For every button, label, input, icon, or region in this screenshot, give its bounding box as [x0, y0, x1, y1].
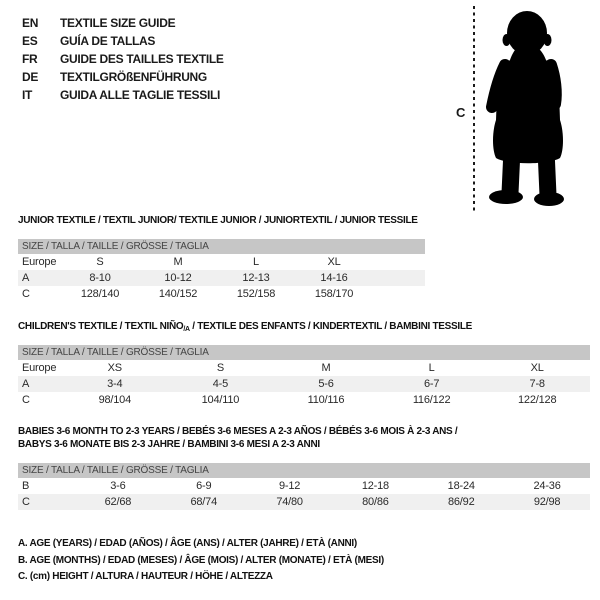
language-row-fr: [22, 50, 224, 68]
language-legend: [22, 14, 224, 104]
children-title-prefix: CHILDREN'S TEXTILE / TEXTIL NIÑO: [18, 321, 184, 332]
guide-title-de: TEXTILGRÖßENFÜHRUNG: [60, 70, 207, 84]
row-label: Europe: [22, 362, 57, 374]
height-cell: 68/74: [190, 496, 217, 508]
size-cell: XL: [530, 362, 544, 374]
guide-title-it: GUIDA ALLE TAGLIE TESSILI: [60, 88, 221, 102]
height-cell: 110/116: [307, 394, 345, 406]
children-title-suffix: / TEXTILE DES ENFANTS / KINDERTEXTIL / BAMBINI TESSILE: [189, 321, 473, 332]
row-label: Europe: [22, 256, 57, 268]
height-cell: 104/110: [201, 394, 240, 406]
height-measure-dotted-line: [473, 6, 475, 212]
language-row-de: [22, 68, 224, 86]
guide-title-es: GUÍA DE TALLAS: [60, 34, 156, 48]
language-code: IT: [22, 88, 33, 102]
height-cell: 128/140: [80, 288, 120, 300]
junior-size-table: [18, 239, 425, 302]
junior-table-title: JUNIOR TEXTILE / TEXTIL JUNIOR/ TEXTILE JUNIOR / JUNIORTEXTIL / JUNIOR TESSILE: [18, 215, 418, 226]
table-row-europe: [18, 360, 590, 376]
height-cell: 62/68: [104, 496, 132, 508]
table-row-age: [18, 270, 425, 286]
size-cell: S: [216, 362, 224, 374]
height-cell: 92/98: [533, 496, 561, 508]
table-row-age-months: [18, 478, 590, 494]
size-cell: L: [428, 362, 435, 374]
size-cell: M: [173, 256, 183, 268]
table-row-height: [18, 392, 590, 408]
height-cell: 98/104: [98, 394, 132, 406]
height-cell: 86/92: [447, 496, 475, 508]
row-label: A: [22, 378, 30, 390]
children-size-table: [18, 345, 590, 408]
height-cell: 158/170: [314, 288, 354, 300]
age-cell: 4-5: [212, 378, 229, 390]
note-height-cm: C. (cm) HEIGHT / ALTURA / HAUTEUR / HÖHE / ALTEZZA: [18, 571, 273, 582]
row-label: C: [22, 394, 30, 406]
age-cell: 3-4: [107, 378, 123, 390]
language-row-es: [22, 32, 224, 50]
age-cell: 6-7: [423, 378, 440, 390]
age-cell: 10-12: [164, 272, 192, 284]
language-row-it: [22, 86, 224, 104]
language-code: ES: [22, 34, 38, 48]
babies-table-title: [18, 425, 457, 451]
table-row-age: [18, 376, 590, 392]
table-row-europe: [18, 254, 425, 270]
table-row-height: [18, 286, 425, 302]
babies-size-table: [18, 463, 590, 510]
age-cell: 3-6: [110, 480, 126, 492]
language-code: DE: [22, 70, 39, 84]
size-cell: XL: [327, 256, 341, 268]
age-cell: 7-8: [529, 378, 545, 390]
age-cell: 24-36: [533, 480, 561, 492]
language-row-en: [22, 14, 224, 32]
toddler-silhouette-icon: [479, 2, 600, 212]
size-header-bar: SIZE / TALLA / TAILLE / GRÖSSE / TAGLIA: [18, 345, 590, 360]
height-cell: 122/128: [518, 394, 557, 406]
guide-title-fr: GUIDE DES TAILLES TEXTILE: [60, 52, 224, 66]
age-cell: 9-12: [278, 480, 301, 492]
children-table-title: [18, 320, 472, 336]
row-label: C: [22, 496, 30, 508]
language-code: FR: [22, 52, 38, 66]
height-measure-label: C: [456, 105, 466, 120]
note-age-years: A. AGE (YEARS) / EDAD (AÑOS) / ÂGE (ANS) / ALTER (JAHRE) / ETÀ (ANNI): [18, 538, 357, 549]
age-cell: 5-6: [318, 378, 334, 390]
size-cell: M: [321, 362, 331, 374]
note-age-months: B. AGE (MONTHS) / EDAD (MESES) / ÂGE (MOIS) / ALTER (MONATE) / ETÀ (MESI): [18, 554, 384, 566]
children-title-sub: /A: [183, 326, 190, 333]
babies-title-line2: BABYS 3-6 MONATE BIS 2-3 JAHRE / BAMBINI 3-6 MESI A 2-3 ANNI: [18, 439, 320, 450]
row-label: B: [22, 480, 30, 492]
age-cell: 6-9: [196, 480, 212, 492]
age-cell: 18-24: [447, 480, 475, 492]
age-cell: 14-16: [320, 272, 348, 284]
babies-title-line1: BABIES 3-6 MONTH TO 2-3 YEARS / BEBÉS 3-6 MESES A 2-3 AÑOS / BÉBÉS 3-6 MOIS À 2-3 ANS /: [18, 426, 458, 437]
height-cell: 152/158: [236, 288, 276, 300]
size-header-bar: SIZE / TALLA / TAILLE / GRÖSSE / TAGLIA: [18, 463, 590, 478]
age-cell: 8-10: [89, 272, 111, 284]
height-cell: 116/122: [412, 394, 451, 406]
height-cell: 80/86: [362, 496, 389, 508]
size-cell: XS: [107, 362, 122, 374]
table-row-height: [18, 494, 590, 510]
size-header-bar: SIZE / TALLA / TAILLE / GRÖSSE / TAGLIA: [18, 239, 425, 254]
age-cell: 12-13: [242, 272, 270, 284]
legend-notes: [18, 536, 384, 586]
row-label: A: [22, 272, 30, 284]
height-cell: 74/80: [276, 496, 303, 508]
age-cell: 12-18: [361, 480, 389, 492]
height-cell: 140/152: [158, 288, 198, 300]
guide-title-en: TEXTILE SIZE GUIDE: [60, 16, 176, 30]
size-cell: L: [253, 256, 259, 268]
size-cell: S: [96, 256, 104, 268]
row-label: C: [22, 288, 30, 300]
language-code: EN: [22, 16, 39, 30]
